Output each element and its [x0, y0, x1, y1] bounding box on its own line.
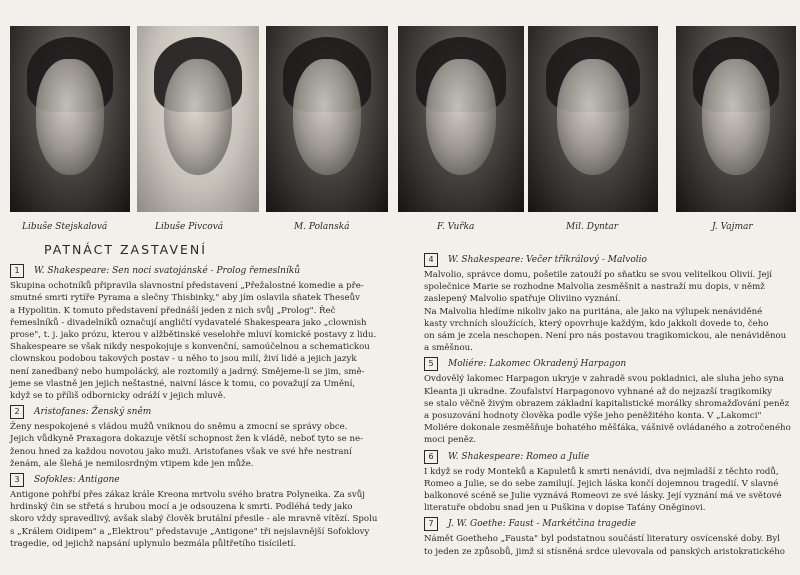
- text-line: literatuře obdobu snad jen u Puškina v dopise Taťány Oněginovi.: [424, 503, 706, 514]
- entry-number: 1: [10, 264, 24, 278]
- entry-title: J. W. Goethe: Faust - Markétčina tragedie: [448, 519, 636, 530]
- entry-header: [424, 450, 794, 464]
- entry-number: 3: [10, 473, 24, 487]
- text-line: smutné smrti rytíře Pyrama a slečny Thisbinky," aby jím oslavila sňatek Theseův: [10, 293, 360, 304]
- text-line: Kleanta ji ukradne. Zoufalství Harpagonovo vyhnané až do nejzazší tragikomiky: [424, 386, 773, 397]
- portrait-photo-4: [398, 26, 524, 212]
- entry-number: 4: [424, 253, 438, 267]
- entry-body: [424, 533, 794, 557]
- entry-7: [424, 517, 794, 557]
- portrait-photo-6: [676, 26, 796, 212]
- entry-number: 5: [424, 357, 438, 371]
- entry-header: [424, 357, 794, 371]
- entry-header: [10, 473, 402, 487]
- text-line: balkonové scéně se Julie vyznává Romeovi ze své lásky. Její vyznání má ve světové: [424, 491, 782, 502]
- text-line: a směšnou.: [424, 343, 473, 354]
- text-line: tragedie, od jejichž napsání uplynulo bezmála půltřetího tisíciletí.: [10, 538, 297, 549]
- portrait-photo-3: [266, 26, 388, 212]
- entry-title: Sofokles: Antigone: [34, 474, 120, 485]
- text-line: prose", t. j. jako prózu, kterou v alžbětinské veselohře mluví komické postavy z lidu.: [10, 330, 377, 341]
- entry-2: [10, 405, 402, 470]
- text-line: Malvolio, správce domu, pošetile zatouží po sňatku se svou velitelkou Olivií. Její: [424, 270, 773, 280]
- portrait-photo-5: [528, 26, 658, 212]
- caption-2: Libuše Pivcová: [155, 222, 224, 232]
- entry-4: [424, 253, 794, 354]
- text-line: moci peněz.: [424, 435, 477, 446]
- entry-3: [10, 473, 402, 550]
- text-line: kasty vrchních sloužících, který opovrhuje každým, kdo jakkoli dovede to, čeho: [424, 318, 769, 329]
- entry-header: [424, 253, 794, 267]
- caption-6: J. Vajmar: [712, 222, 753, 232]
- entry-title: W. Shakespeare: Romeo a Julie: [448, 451, 590, 462]
- entry-number: 7: [424, 517, 438, 531]
- entry-title: W. Shakespeare: Sen noci svatojánské - Prolog řemeslníků: [34, 266, 301, 277]
- text-line: Skupina ochotníků připravila slavnostní představení „Přežalostné komedie a pře-: [10, 281, 364, 292]
- entry-body: [424, 269, 794, 354]
- text-line: Romeo a Julie, se do sebe zamilují. Jejich láska končí dojemnou tragedií. V slavné: [424, 478, 779, 489]
- text-line: společnice Marie se rozhodne Malvolia zesměšnit a nastraží mu dopis, v němž: [424, 282, 765, 293]
- text-line: když se to příliš odbornicky odráží v jejich mluvě.: [10, 391, 226, 402]
- caption-5: Mil. Dyntar: [566, 222, 619, 232]
- text-line: I když se rody Monteků a Kapuletů k smrti nenávidí, dva nejmladší z těchto rodů,: [424, 466, 779, 477]
- text-line: Moliére dokonale zesměšňuje bohatého měšťáka, vášnivě ovládaného a zotročeného: [424, 423, 791, 434]
- text-line: Ženy nespokojené s vládou mužů vniknou do sněmu a zmocní se správy obce.: [10, 422, 348, 433]
- entry-body: [10, 280, 402, 402]
- caption-4: F. Vuřka: [437, 222, 475, 232]
- text-line: není zanedbaný nebo humpolácký, ale roztomilý a jadrný. Smějeme-li se jim, smě-: [10, 366, 365, 377]
- text-line: on sám je zcela neschopen. Není pro nás postavou tragikomickou, ale nenáviděnou: [424, 331, 787, 342]
- text-line: s „Králem Oidipem" a „Elektrou" představuje „Antigone" tři nejslavnější Sofoklovy: [10, 526, 370, 537]
- entry-5: [424, 357, 794, 446]
- left-column: [10, 244, 402, 550]
- entry-title: Moliére: Lakomec Okradený Harpagon: [448, 359, 627, 370]
- portrait-photo-2: [137, 26, 259, 212]
- page-heading: PATNÁCT ZASTAVENÍ: [44, 242, 207, 257]
- text-line: a Hypolitin. K tomuto představení přednáší jeden z nich svůj „Prolog". Řeč: [10, 305, 336, 316]
- text-line: Antigone pohřbí přes zákaz krále Kreona mrtvolu svého bratra Polyneika. Za svůj: [10, 490, 365, 501]
- entry-number: 2: [10, 405, 24, 419]
- text-line: ženám, ale šlehá je nemilosrdným vtipem kde jen může.: [10, 458, 254, 469]
- entry-title: Aristofanes: Ženský sněm: [34, 407, 152, 418]
- text-line: clownskou podobou takových postav - u něho to jsou milí, živí lidé a jejich jazyk: [10, 354, 357, 365]
- entry-6: [424, 450, 794, 515]
- photo-captions: [0, 222, 800, 238]
- photo-strip: [10, 26, 796, 214]
- caption-1: Libuše Stejskalová: [22, 222, 108, 232]
- entry-1: [10, 264, 402, 402]
- text-line: skoro vždy spravedlivý, avšak slabý člověk brutální přesile - ale mravně vítězí. Spolu: [10, 514, 378, 525]
- entry-header: [424, 517, 794, 531]
- text-line: a posuzování hodnoty člověka podle výše jeho peněžitého konta. V „Lakomci": [424, 411, 762, 422]
- text-line: zaslepený Malvolio spatřuje Oliviino vyznání.: [424, 294, 621, 305]
- text-line: Ovdovělý lakomec Harpagon ukryje v zahradě svou pokladnici, ale sluha jeho syna: [424, 374, 784, 385]
- entry-body: [424, 373, 794, 446]
- text-line: to jeden ze způsobů, jimž si stísněná srdce ulevovala od panských aristokratického: [424, 546, 785, 557]
- text-line: Na Malvolia hledíme nikoliv jako na puritána, ale jako na výlupek nenáviděné: [424, 306, 763, 317]
- text-line: se stalo věčně živým obrazem základní kapitalistické morálky shromažďování peněz: [424, 398, 790, 409]
- entry-body: [10, 489, 402, 550]
- entry-body: [424, 466, 794, 515]
- text-line: jeme se vlastně jen jejich neštastné, naivní lásce k tomu, co považují za Umění,: [10, 378, 356, 389]
- text-line: Námět Goetheho „Fausta" byl podstatnou součástí literatury osvícenské doby. Byl: [424, 534, 780, 545]
- text-line: Jejich vůdkyně Praxagora dokazuje větší schopnost žen k vládě, neboť tyto se ne-: [10, 434, 364, 445]
- entry-header: [10, 405, 402, 419]
- entry-header: [10, 264, 402, 278]
- entry-title: W. Shakespeare: Večer tříkrálový - Malvolio: [448, 254, 647, 265]
- text-line: Shakespeare se však nikdy nespokojuje s konvenční, samoúčelnou a schematickou: [10, 342, 370, 353]
- right-column: [424, 250, 794, 558]
- entry-body: [10, 421, 402, 470]
- text-line: řemeslníků - divadelníků označují angličtí vydavatelé Shakespeara jako „clownish: [10, 317, 367, 328]
- portrait-photo-1: [10, 26, 130, 212]
- text-line: hrdinský čin se střetá s hrubou mocí a je odsouzena k smrti. Podléhá tedy jako: [10, 502, 353, 513]
- text-line: ženou hned za každou novotou jako muži. Aristofanes však ve své hře nestraní: [10, 446, 352, 457]
- caption-3: M. Polanská: [294, 222, 350, 232]
- entry-number: 6: [424, 450, 438, 464]
